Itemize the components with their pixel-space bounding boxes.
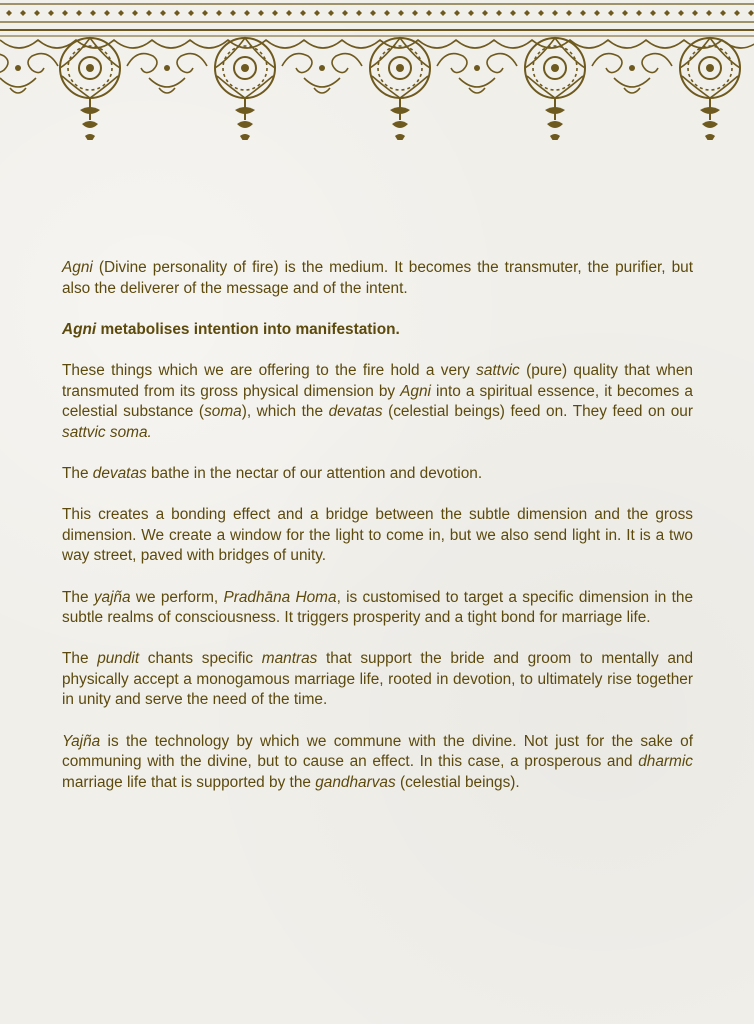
text-run: The	[62, 650, 98, 668]
text-run: chants specific	[139, 650, 262, 668]
text-run: bathe in the nectar of our attention and devotion.	[146, 464, 483, 482]
paragraph-offerings	[62, 361, 693, 443]
text-run: This creates a bonding effect and a bridge between the subtle dimension and the gross dimension. We create a window for the light to come in, but we also send light in. It is a two way street, paved with bridges of unity.	[62, 506, 693, 565]
italic-term: Agni	[62, 259, 93, 276]
italic-term: gandharvas	[315, 773, 396, 791]
paragraph-yajna-technology	[62, 732, 693, 794]
italic-term: devatas	[92, 464, 147, 482]
text-run: (pure) quality that when transmuted from its gross physical dimension by	[62, 361, 693, 400]
text-run: metabolises intention into manifestation.	[96, 320, 400, 338]
italic-term: sattvic	[476, 361, 520, 379]
text-run: marriage life that is supported by the	[62, 773, 316, 791]
document-body	[62, 258, 693, 814]
text-run: we perform,	[130, 588, 224, 606]
decorative-header-border	[0, 0, 754, 140]
italic-term: mantras	[261, 650, 318, 668]
text-run: ), which the	[241, 403, 329, 421]
italic-term: Agni	[400, 382, 431, 400]
italic-term: soma	[204, 403, 242, 421]
text-run: (celestial beings) feed on. They feed on our	[382, 403, 693, 421]
italic-term: devatas	[328, 403, 383, 421]
text-run: The	[62, 588, 94, 606]
text-run: into a spiritual essence, it becomes a celestial substance (	[62, 382, 693, 421]
text-run: These things which we are offering to the fire hold a very	[62, 361, 477, 379]
paragraph-bonding	[62, 505, 693, 567]
italic-term: sattvic soma.	[62, 423, 152, 441]
italic-term: Pradhāna Homa	[223, 588, 337, 606]
text-run: , is customised to target a specific dimension in the subtle realms of consciousness. It triggers prosperity and a tight bond for marriage life.	[62, 588, 694, 627]
border-top-row	[0, 4, 754, 36]
border-scallop-band	[0, 40, 754, 48]
text-run: (Divine personality of fire) is the medium. It becomes the transmuter, the purifier, but also the deliverer of the message and of the intent.	[62, 259, 693, 297]
italic-term: pundit	[97, 650, 140, 668]
paragraph-pundit-chants	[62, 649, 693, 711]
text-run: that support the bride and groom to mentally and physically accept a monogamous marriage life, rooted in devotion, to ultimately rise together in unity and serve the need of the time.	[62, 650, 694, 709]
italic-term: dharmic	[638, 753, 693, 771]
italic-term: Agni	[62, 320, 97, 338]
paragraph-devatas-bathe	[62, 464, 693, 485]
paragraph-agni-metabolises	[62, 320, 693, 341]
paragraph-yajna-perform	[62, 588, 693, 629]
italic-term: Yajña	[62, 732, 101, 750]
text-run: (celestial beings).	[395, 773, 520, 791]
text-run: is the technology by which we commune with the divine. Not just for the sake of communing with the divine, but to cause an effect. In this case, a prosperous and	[62, 732, 693, 771]
paragraph-agni-medium	[62, 258, 693, 299]
border-medallions	[0, 38, 740, 140]
text-run: The	[62, 464, 93, 482]
italic-term: yajña	[93, 588, 131, 606]
